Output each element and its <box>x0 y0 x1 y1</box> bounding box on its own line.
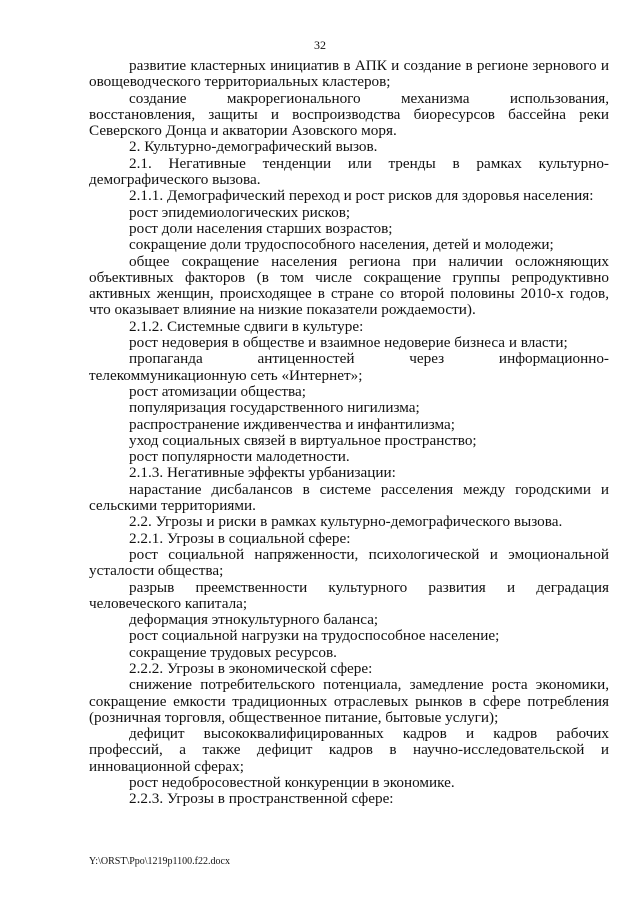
list-item: сокращение доли трудоспособного населения, детей и молодежи; <box>129 236 554 254</box>
subsection-heading: 2.1.2. Системные сдвиги в культуре: <box>129 317 364 335</box>
list-item: рост социальной напряженности, психологической и эмоциональной усталости общества; <box>89 545 609 580</box>
document-body <box>89 58 609 808</box>
section-heading: 2. Культурно-демографический вызов. <box>129 138 378 156</box>
list-item: снижение потребительского потенциала, замедление роста экономики, сокращение емкости традиционных отраслевых рынков в сфере потребления (розничная торговля, общественное питание, бытовые услуги); <box>89 676 609 726</box>
list-item: рост недоверия в обществе и взаимное недоверие бизнеса и власти; <box>129 334 568 352</box>
paragraph: создание макрорегионального механизма использования, восстановления, защиты и воспроизводства биоресурсов бассейна реки Северского Донца и акватории Азовского моря. <box>89 89 609 140</box>
paragraph: развитие кластерных инициатив в АПК и создание в регионе зернового и овощеводческого территориальных кластеров; <box>89 57 609 91</box>
list-item: разрыв преемственности культурного развития и деградация человеческого капитала; <box>89 578 609 612</box>
list-item: рост популярности малодетности. <box>129 448 350 466</box>
subsection-heading: 2.2.3. Угрозы в пространственной сфере: <box>129 790 394 808</box>
list-item: деформация этнокультурного баланса; <box>129 611 379 629</box>
list-item: пропаганда антиценностей через информационно-телекоммуникационную сеть «Интернет»; <box>89 350 609 384</box>
list-item: сокращение трудовых ресурсов. <box>129 643 337 661</box>
list-item: рост недобросовестной конкуренции в экономике. <box>129 774 455 792</box>
list-item: рост доли населения старших возрастов; <box>129 219 393 237</box>
subsection-heading: 2.1.3. Негативные эффекты урбанизации: <box>129 464 396 482</box>
subsection-heading: 2.2.1. Угрозы в социальной сфере: <box>129 529 351 547</box>
page-number: 32 <box>314 38 326 52</box>
list-item: рост эпидемиологических рисков; <box>129 203 351 221</box>
list-item: распространение иждивенчества и инфантилизма; <box>129 415 456 433</box>
list-item: общее сокращение населения региона при наличии осложняющих объективных факторов (в том числе сокращение группы репродуктивно активных женщин, происходящее в стране со второй половины 2010-х годов, что оказывает влияние на низкие показатели рождаемости). <box>89 252 609 319</box>
list-item: дефицит высококвалифицированных кадров и кадров рабочих профессий, а также дефицит кадров в научно-исследовательской и инновационной сферах; <box>89 725 609 775</box>
list-item: нарастание дисбалансов в системе расселения между городскими и сельскими территориями. <box>89 480 609 515</box>
list-item: рост социальной нагрузки на трудоспособное население; <box>129 627 500 645</box>
subsection-heading: 2.1. Негативные тенденции или тренды в рамках культурно-демографического вызова. <box>89 154 609 189</box>
list-item: популяризация государственного нигилизма; <box>129 399 420 417</box>
subsection-heading: 2.1.1. Демографический переход и рост рисков для здоровья населения: <box>129 187 594 205</box>
list-item: уход социальных связей в виртуальное пространство; <box>129 431 477 449</box>
list-item: рост атомизации общества; <box>129 382 306 400</box>
subsection-heading: 2.2.2. Угрозы в экономической сфере: <box>129 659 373 677</box>
footer-file-path: Y:\ORST\Ppo\1219p1100.f22.docx <box>89 856 230 867</box>
subsection-heading: 2.2. Угрозы и риски в рамках культурно-демографического вызова. <box>129 513 563 531</box>
